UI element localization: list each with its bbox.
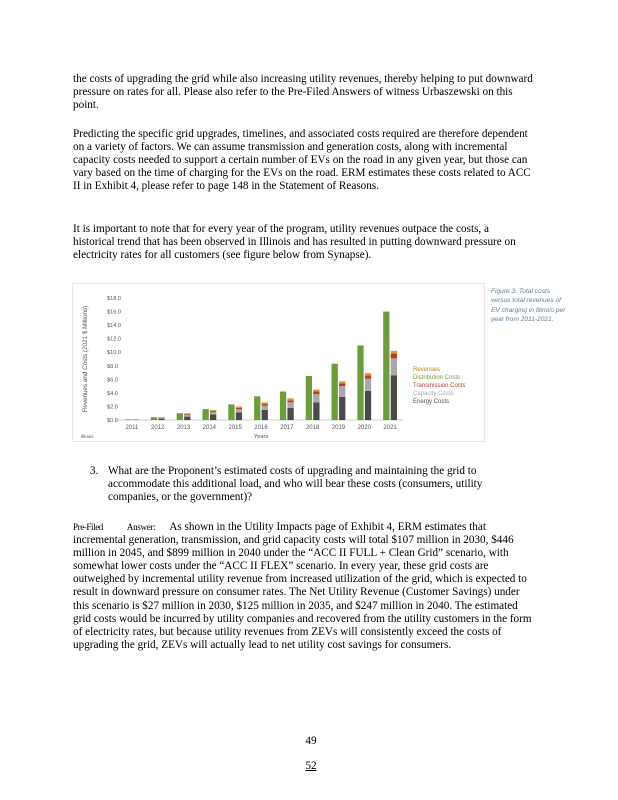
- bar-transmission-costs-2017: [287, 400, 293, 402]
- bar-energy-costs-2021: [391, 375, 397, 420]
- bar-revenues-2018: [306, 376, 312, 420]
- bar-capacity-costs-2018: [313, 394, 319, 402]
- bar-capacity-costs-2015: [236, 409, 242, 412]
- x-tick-label: 2013: [176, 425, 191, 431]
- bar-energy-costs-2012: [158, 419, 164, 420]
- chart-svg: [73, 284, 484, 441]
- page-number: 49: [305, 735, 317, 747]
- bar-revenues-2017: [280, 392, 286, 420]
- bar-transmission-costs-2019: [339, 383, 345, 386]
- bar-distribution-costs-2018: [313, 390, 319, 392]
- bar-distribution-costs-2016: [262, 402, 268, 404]
- paragraph-1: the costs of upgrading the grid while also increasing utility revenues, thereby helping to put downward pressure on rates for all. Please also refer to the Pre-Filed Answers of witness Urbaszewski on this point.: [73, 73, 533, 112]
- bar-distribution-costs-2021: [391, 351, 397, 354]
- chart-corner-label: Illinois: [81, 434, 94, 439]
- bar-revenues-2020: [357, 345, 363, 420]
- bar-distribution-costs-2020: [365, 373, 371, 375]
- bar-revenues-2013: [177, 413, 183, 420]
- bar-capacity-costs-2019: [339, 386, 345, 397]
- answer-paragraph: [73, 521, 533, 652]
- legend-entry: Energy Costs: [413, 399, 450, 405]
- bar-revenues-2011: [125, 419, 131, 420]
- y-tick-label: $12.0: [107, 336, 121, 343]
- x-tick-label: 2019: [331, 425, 346, 431]
- x-tick-label: 2014: [202, 425, 217, 431]
- y-tick-label: $4.0: [107, 390, 118, 397]
- legend-entry: Capacity Costs: [413, 391, 454, 397]
- bar-capacity-costs-2012: [158, 418, 164, 419]
- bar-distribution-costs-2019: [339, 381, 345, 383]
- bar-revenues-2019: [332, 364, 338, 420]
- bar-capacity-costs-2013: [184, 415, 190, 417]
- bar-transmission-costs-2020: [365, 375, 371, 378]
- ev-revenue-cost-chart: [73, 284, 484, 441]
- question-number: 3.: [90, 465, 99, 477]
- bar-capacity-costs-2020: [365, 379, 371, 391]
- bar-revenues-2012: [151, 417, 157, 420]
- bar-capacity-costs-2021: [391, 358, 397, 375]
- bar-energy-costs-2016: [262, 410, 268, 420]
- y-tick-label: $0.0: [107, 418, 118, 424]
- bar-capacity-costs-2016: [262, 406, 268, 410]
- bar-revenues-2014: [202, 409, 208, 420]
- bar-capacity-costs-2014: [210, 412, 216, 415]
- page-number-secondary: 52: [305, 760, 317, 772]
- bar-energy-costs-2019: [339, 397, 345, 420]
- legend-entry: Revenues: [413, 367, 441, 373]
- bar-distribution-costs-2014: [210, 410, 216, 411]
- y-tick-label: $18.0: [107, 296, 121, 302]
- bar-capacity-costs-2017: [287, 402, 293, 407]
- y-tick-label: $16.0: [107, 309, 121, 316]
- paragraph-2: Predicting the specific grid upgrades, timelines, and associated costs required are therefore dependent on a variety of factors. We can assume transmission and generation costs, along with incremental capacity costs needed to support a certain number of EVs on the road in any given year, but those can vary based on the time of charging for the EVs on the road. ERM estimates these costs related to ACC II in Exhibit 4, please refer to page 148 in the Statement of Reasons.: [73, 128, 531, 193]
- bar-energy-costs-2018: [313, 402, 319, 420]
- x-axis-label: Years: [253, 434, 269, 440]
- x-tick-label: 2015: [228, 425, 242, 431]
- bar-revenues-2021: [383, 312, 389, 420]
- y-tick-label: $6.0: [107, 377, 118, 384]
- answer-text: As shown in the Utility Impacts page of Exhibit 4, ERM estimates that incremental generation, transmission, and grid capacity costs will total $107 million in 2030, $446 million in 2045, and $899 million in 2040 under the “ACC II FULL + Clean Grid” scenario, with somewhat lower costs under the “ACC II FLEX” scenario. In every year, these grid costs are outweighed by incremental utility revenue from increased utilization of the grid, which is expected to result in downward pressure on consumer rates. The Net Utility Revenue (Customer Savings) under this scenario is $27 million in 2030, $125 million in 2035, and $247 million in 2040. The estimated grid costs would be incurred by utility companies and recovered from the utility customers in the form of electricity rates, but because utility revenues from ZEVs will consistently exceed the costs of upgrading the grid, ZEVs will actually lead to net utility cost savings for consumers.: [73, 521, 532, 651]
- bar-distribution-costs-2015: [236, 406, 242, 407]
- x-tick-label: 2021: [383, 425, 397, 431]
- bar-energy-costs-2015: [236, 413, 242, 420]
- bar-energy-costs-2013: [184, 417, 190, 420]
- legend-entry: Transmission Costs: [413, 383, 466, 389]
- x-tick-label: 2012: [151, 425, 165, 431]
- bar-revenues-2015: [228, 404, 234, 420]
- prefiled-label: Pre-Filed: [73, 522, 103, 532]
- y-tick-label: $14.0: [107, 323, 121, 330]
- bar-transmission-costs-2014: [210, 411, 216, 412]
- answer-label: Answer:: [126, 522, 156, 532]
- bar-transmission-costs-2016: [262, 404, 268, 406]
- y-tick-label: $8.0: [107, 363, 118, 370]
- bar-distribution-costs-2017: [287, 398, 293, 400]
- bar-revenues-2016: [254, 396, 260, 420]
- bar-transmission-costs-2015: [236, 408, 242, 409]
- bar-energy-costs-2017: [287, 408, 293, 420]
- bar-transmission-costs-2013: [184, 414, 190, 415]
- x-tick-label: 2017: [280, 425, 294, 431]
- bar-transmission-costs-2018: [313, 392, 319, 395]
- bar-energy-costs-2014: [210, 415, 216, 420]
- legend-entry: Distribution Costs: [413, 375, 461, 381]
- y-tick-label: $10.0: [107, 350, 121, 357]
- question-text: What are the Proponent’s estimated costs of upgrading and maintaining the grid to accommodate this additional load, and who will bear these costs (consumers, utility companies, or the government)?: [108, 465, 483, 504]
- figure-caption: Figure 3. Total costs versus total revenues of EV charging in Illinois per year from 2011-2021.: [491, 288, 566, 324]
- x-tick-label: 2011: [125, 425, 139, 431]
- y-tick-label: $2.0: [107, 404, 118, 411]
- y-axis-label: Revenues and Costs (2021 $ Millions): [82, 305, 89, 413]
- paragraph-3: It is important to note that for every year of the program, utility revenues outpace the costs, a historical trend that has been observed in Illinois and has resulted in putting downward pressure on electricity rates for all customers (see figure below from Synapse).: [73, 223, 516, 262]
- x-tick-label: 2020: [357, 425, 371, 431]
- bar-distribution-costs-2013: [184, 413, 190, 414]
- x-tick-label: 2018: [305, 425, 320, 431]
- x-tick-label: 2016: [254, 425, 268, 431]
- bar-transmission-costs-2021: [391, 354, 397, 359]
- bar-energy-costs-2020: [365, 391, 371, 420]
